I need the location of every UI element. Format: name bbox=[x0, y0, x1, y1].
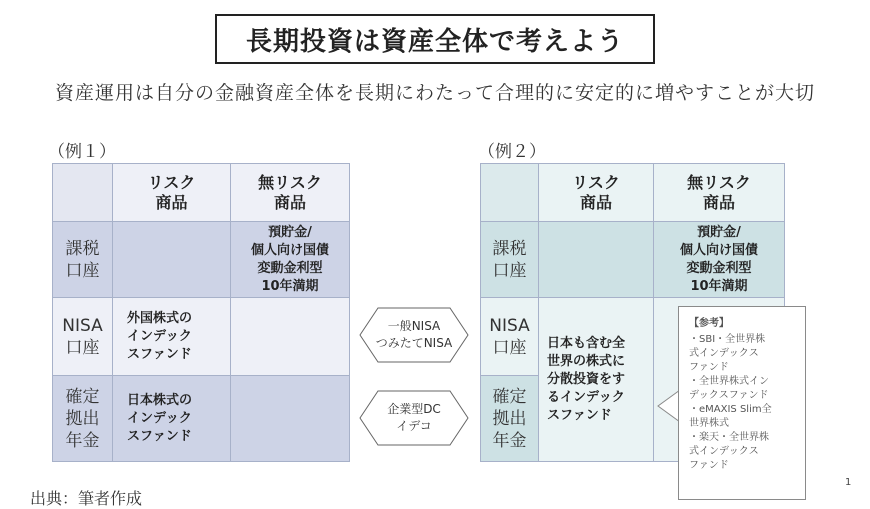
row-header-dc: 確定 拠出 年金 bbox=[53, 376, 113, 462]
column-header-norisk: 無リスク 商品 bbox=[654, 164, 785, 222]
row-header-taxable: 課税 口座 bbox=[481, 222, 539, 298]
cell-taxable-norisk: 預貯金/ 個人向け国債 変動金利型 10年満期 bbox=[654, 222, 785, 298]
connector-label-nisa: 一般NISA つみたてNISA bbox=[375, 319, 453, 350]
row-header-nisa: NISA 口座 bbox=[53, 298, 113, 376]
table-corner bbox=[53, 164, 113, 222]
cell-nisa-risk: 外国株式の インデック スファンド bbox=[113, 298, 231, 376]
cell-taxable-norisk: 預貯金/ 個人向け国債 変動金利型 10年満期 bbox=[231, 222, 350, 298]
table-corner bbox=[481, 164, 539, 222]
reference-item: ・eMAXIS Slim全 世界株式 bbox=[689, 404, 772, 429]
column-header-risk: リスク 商品 bbox=[539, 164, 654, 222]
reference-item: ・SBI・全世界株 式インデックス ファンド bbox=[689, 334, 766, 373]
cell-merged-risk: 日本も含む全 世界の株式に 分散投資をす るインデック スファンド bbox=[539, 298, 654, 462]
column-header-norisk: 無リスク 商品 bbox=[231, 164, 350, 222]
cell-taxable-risk bbox=[113, 222, 231, 298]
reference-item: ・全世界株式イン デックスファンド bbox=[689, 376, 769, 401]
reference-heading: 【参考】 bbox=[689, 318, 729, 329]
reference-item: ・楽天・全世界株 式インデックス ファンド bbox=[689, 432, 769, 471]
connector-label-dc: 企業型DC イデコ bbox=[387, 402, 441, 433]
subtitle: 資産運用は自分の金融資産全体を長期にわたって合理的に安定的に増やすことが大切 bbox=[54, 82, 815, 104]
page-number: 1 bbox=[845, 477, 852, 488]
row-header-dc: 確定 拠出 年金 bbox=[481, 376, 539, 462]
row-header-nisa: NISA 口座 bbox=[481, 298, 539, 376]
column-header-risk: リスク 商品 bbox=[113, 164, 231, 222]
page-title-text: 長期投資は資産全体で考えよう bbox=[245, 26, 624, 57]
cell-nisa-norisk bbox=[231, 298, 350, 376]
example2-label: （例２） bbox=[478, 142, 546, 162]
cell-taxable-risk bbox=[539, 222, 654, 298]
page-title bbox=[215, 14, 655, 64]
cell-dc-norisk bbox=[231, 376, 350, 462]
reference-callout bbox=[678, 306, 806, 500]
example1-table bbox=[52, 163, 350, 462]
source-note: 出典：筆者作成 bbox=[30, 489, 143, 508]
row-header-taxable: 課税 口座 bbox=[53, 222, 113, 298]
cell-dc-risk: 日本株式の インデック スファンド bbox=[113, 376, 231, 462]
example1-label: （例１） bbox=[48, 142, 116, 162]
